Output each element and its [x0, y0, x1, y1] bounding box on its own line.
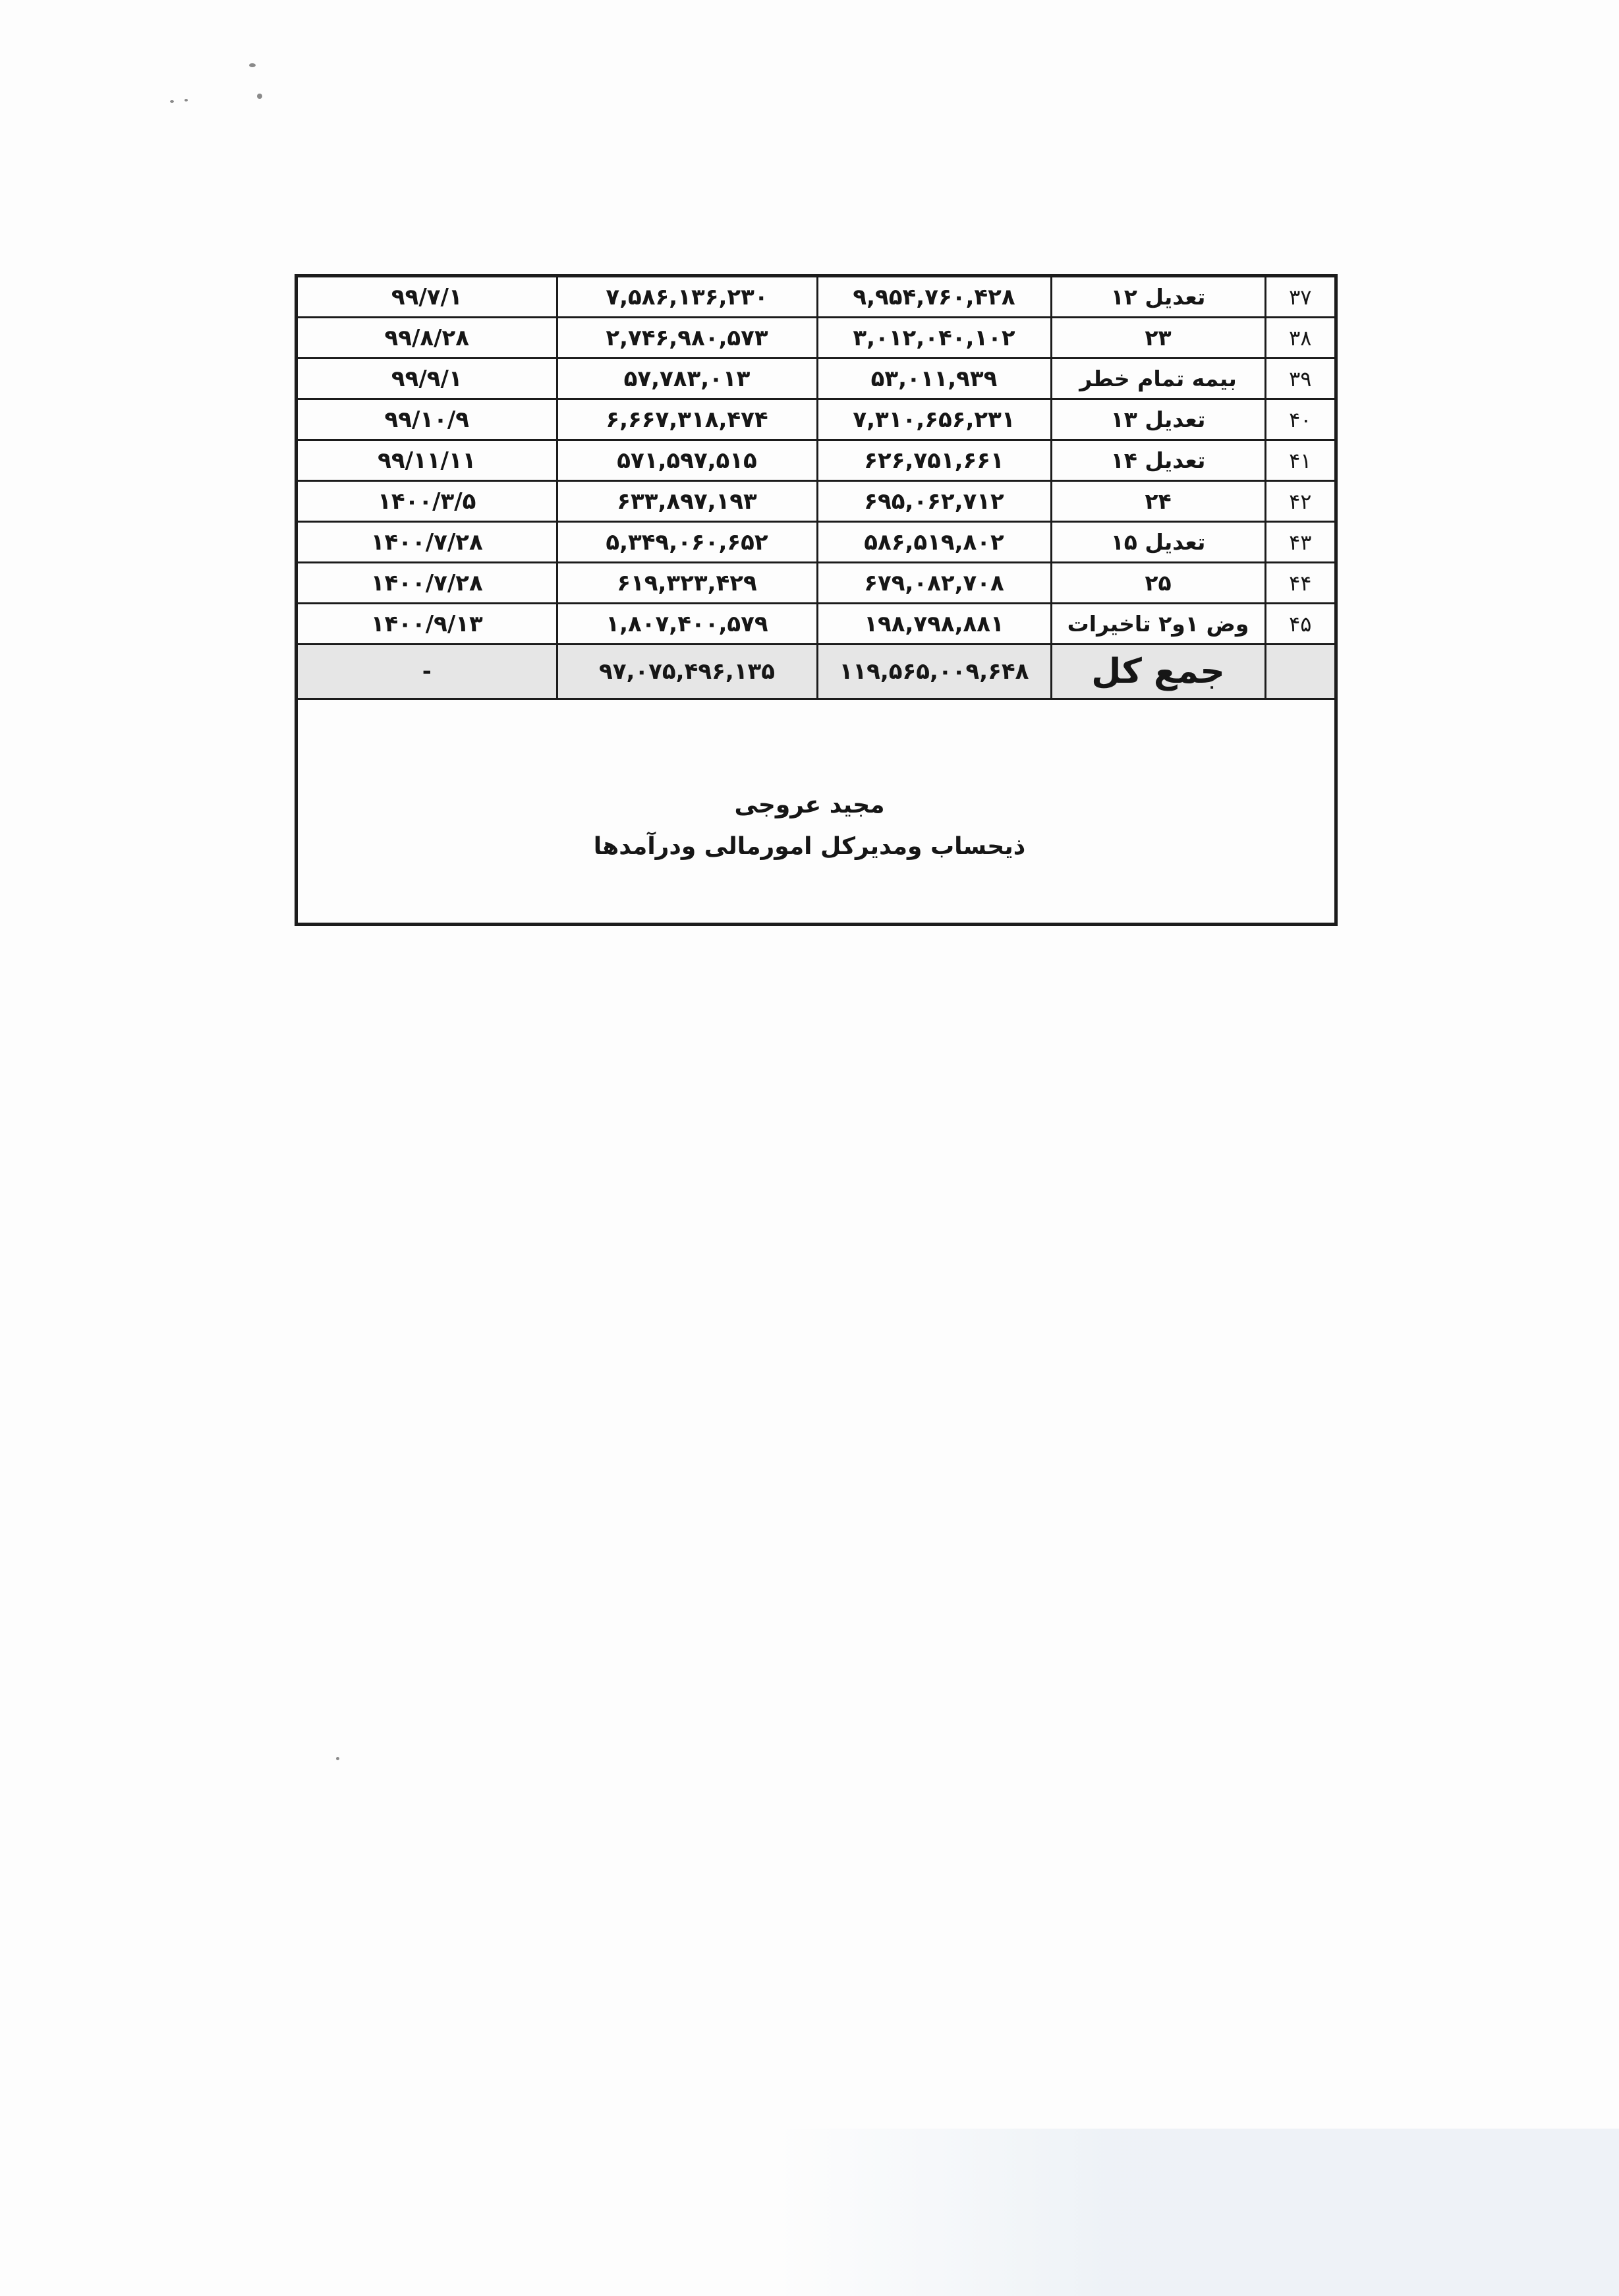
- row-paid: ۵,۳۴۹,۰۶۰,۶۵۲: [557, 522, 817, 563]
- row-title: بیمه تمام خطر: [1051, 359, 1265, 399]
- table-row: [298, 399, 1334, 440]
- row-title: ۲۳: [1051, 318, 1265, 359]
- row-number: ۴۳: [1265, 522, 1334, 563]
- total-title: جمع کل: [1051, 645, 1265, 699]
- row-title: ۲۴: [1051, 481, 1265, 522]
- row-paid: ۶,۶۶۷,۳۱۸,۴۷۴: [557, 399, 817, 440]
- total-date: -: [298, 645, 557, 699]
- row-date: ۱۴۰۰/۹/۱۳: [298, 604, 557, 645]
- table-row: [298, 481, 1334, 522]
- row-number: ۴۱: [1265, 440, 1334, 481]
- total-number: [1265, 645, 1334, 699]
- ledger-table: [298, 277, 1334, 700]
- scan-shade: [778, 2129, 1619, 2296]
- row-date: ۱۴۰۰/۷/۲۸: [298, 563, 557, 604]
- row-number: ۳۸: [1265, 318, 1334, 359]
- table-row: [298, 604, 1334, 645]
- row-title: تعدیل ۱۵: [1051, 522, 1265, 563]
- row-amount: ۵۸۶,۵۱۹,۸۰۲: [817, 522, 1051, 563]
- row-paid: ۱,۸۰۷,۴۰۰,۵۷۹: [557, 604, 817, 645]
- row-amount: ۶۷۹,۰۸۲,۷۰۸: [817, 563, 1051, 604]
- scan-speck: [170, 100, 174, 103]
- total-paid: ۹۷,۰۷۵,۴۹۶,۱۳۵: [557, 645, 817, 699]
- table-row: [298, 318, 1334, 359]
- signatory-name: مجید عروجی: [734, 791, 885, 818]
- row-date: ۹۹/۱۱/۱۱: [298, 440, 557, 481]
- row-paid: ۶۱۹,۳۲۳,۴۲۹: [557, 563, 817, 604]
- row-date: ۹۹/۱۰/۹: [298, 399, 557, 440]
- table-row: [298, 359, 1334, 399]
- table-row: [298, 563, 1334, 604]
- row-amount: ۹,۹۵۴,۷۶۰,۴۲۸: [817, 277, 1051, 318]
- row-paid: ۲,۷۴۶,۹۸۰,۵۷۳: [557, 318, 817, 359]
- row-title: تعدیل ۱۲: [1051, 277, 1265, 318]
- scan-speck: [249, 63, 256, 67]
- total-row: [298, 645, 1334, 699]
- signatory-title: ذیحساب ومدیرکل امورمالی ودرآمدها: [593, 833, 1026, 860]
- row-date: ۱۴۰۰/۷/۲۸: [298, 522, 557, 563]
- row-date: ۹۹/۹/۱: [298, 359, 557, 399]
- row-number: ۳۷: [1265, 277, 1334, 318]
- row-paid: ۷,۵۸۶,۱۳۶,۲۳۰: [557, 277, 817, 318]
- row-amount: ۳,۰۱۲,۰۴۰,۱۰۲: [817, 318, 1051, 359]
- total-amount: ۱۱۹,۵۶۵,۰۰۹,۶۴۸: [817, 645, 1051, 699]
- row-title: وض ۱و۲ تاخیرات: [1051, 604, 1265, 645]
- row-title: تعدیل ۱۳: [1051, 399, 1265, 440]
- row-date: ۱۴۰۰/۳/۵: [298, 481, 557, 522]
- row-title: ۲۵: [1051, 563, 1265, 604]
- row-amount: ۵۳,۰۱۱,۹۳۹: [817, 359, 1051, 399]
- row-paid: ۵۷۱,۵۹۷,۵۱۵: [557, 440, 817, 481]
- row-amount: ۶۲۶,۷۵۱,۶۶۱: [817, 440, 1051, 481]
- row-amount: ۱۹۸,۷۹۸,۸۸۱: [817, 604, 1051, 645]
- row-title: تعدیل ۱۴: [1051, 440, 1265, 481]
- scan-speck: [336, 1757, 339, 1760]
- scan-speck: [185, 99, 188, 101]
- scan-speck: [257, 94, 262, 99]
- row-number: ۴۴: [1265, 563, 1334, 604]
- ledger-frame: [295, 274, 1338, 926]
- row-paid: ۵۷,۷۸۳,۰۱۳: [557, 359, 817, 399]
- row-date: ۹۹/۷/۱: [298, 277, 557, 318]
- table-row: [298, 440, 1334, 481]
- row-number: ۴۲: [1265, 481, 1334, 522]
- row-date: ۹۹/۸/۲۸: [298, 318, 557, 359]
- row-amount: ۶۹۵,۰۶۲,۷۱۲: [817, 481, 1051, 522]
- row-number: ۴۵: [1265, 604, 1334, 645]
- table-row: [298, 522, 1334, 563]
- table-row: [298, 277, 1334, 318]
- signature-block: [298, 791, 1334, 860]
- row-number: ۳۹: [1265, 359, 1334, 399]
- row-number: ۴۰: [1265, 399, 1334, 440]
- row-paid: ۶۳۳,۸۹۷,۱۹۳: [557, 481, 817, 522]
- ledger-body: [298, 277, 1334, 699]
- row-amount: ۷,۳۱۰,۶۵۶,۲۳۱: [817, 399, 1051, 440]
